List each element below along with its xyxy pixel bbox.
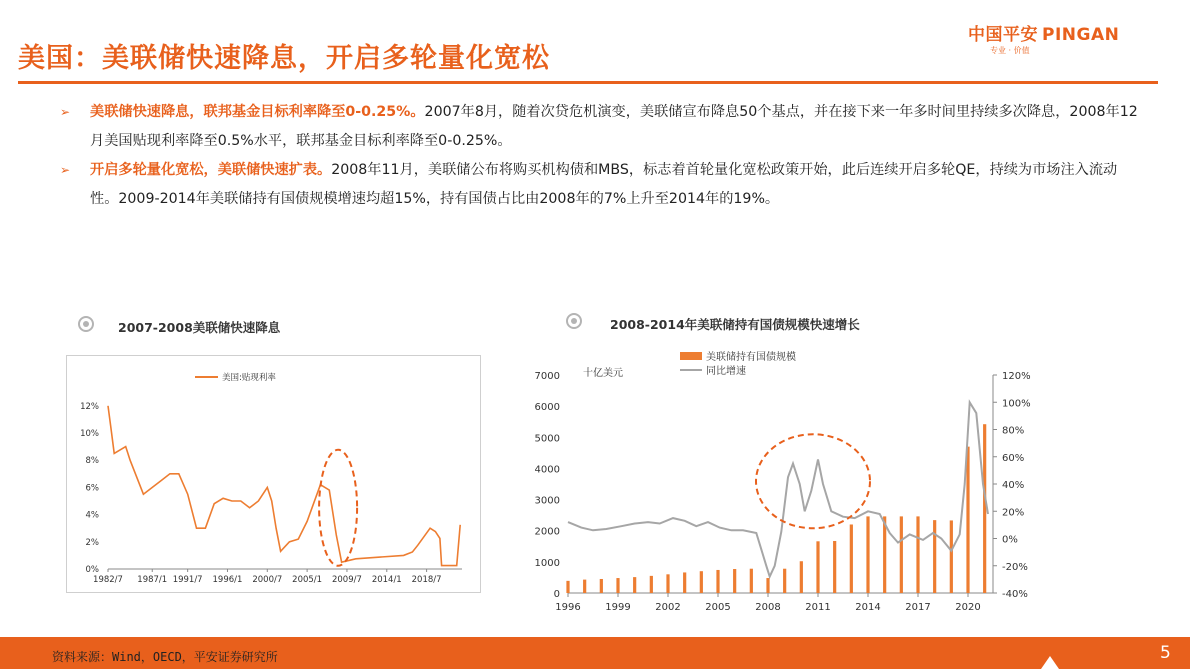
page-title: 美国：美联储快速降息，开启多轮量化宽松 (18, 43, 550, 74)
right-y-tick-label: 120% (1002, 371, 1031, 382)
right-y-tick-label: 100% (1002, 398, 1031, 410)
right-y-tick-label: 0% (1002, 534, 1018, 546)
chart-right-title: 2008-2014年美联储持有国债规模快速增长 (610, 317, 860, 332)
x-tick-label: 1987/1 (137, 575, 168, 585)
holdings-bar (950, 520, 953, 593)
y-tick-label: 12% (80, 401, 99, 412)
source-note: 资料来源：Wind，OECD，平安证券研究所 (52, 650, 278, 664)
holdings-bar (783, 569, 786, 593)
holdings-bar (700, 571, 703, 593)
left-y-tick-label: 7000 (534, 371, 560, 382)
holdings-bar (766, 578, 769, 593)
holdings-bar (850, 524, 853, 593)
right-y-tick-label: -20% (1002, 561, 1028, 573)
holdings-bar (933, 520, 936, 593)
holdings-bar (583, 580, 586, 593)
page-number: 5 (1160, 643, 1171, 663)
holdings-bar (833, 541, 836, 593)
y-tick-label: 6% (85, 483, 99, 494)
x-tick-label: 1996/1 (212, 575, 243, 585)
left-y-tick-label: 0 (553, 589, 560, 600)
holdings-bar (800, 561, 803, 593)
holdings-bar (733, 569, 736, 593)
left-y-tick-label: 6000 (534, 402, 560, 414)
bullet-text: 2007年8月，随着次贷危机演变，美联储宣布降息50个基点，并在接下来一年多时间里持续多次降息，2008年12月美国贴现利率降至0.5%水平，联邦基金目标利率降至0-0.25%。 (90, 104, 1138, 149)
y-axis-unit-label: 十亿美元 (583, 368, 623, 379)
chart-left-title: 2007-2008美联储快速降息 (118, 320, 281, 335)
legend-label: 美国:贴现利率 (222, 373, 276, 383)
x-tick-label: 2018/7 (411, 575, 442, 585)
x-tick-label: 2011 (805, 602, 831, 613)
left-y-tick-label: 2000 (534, 526, 560, 538)
x-tick-label: 1982/7 (93, 575, 123, 585)
left-y-tick-label: 1000 (534, 557, 560, 569)
holdings-bar (650, 576, 653, 593)
holdings-bar (566, 581, 569, 593)
y-tick-label: 0% (85, 565, 99, 575)
legend-line-label: 同比增速 (706, 366, 746, 377)
x-tick-label: 2002 (655, 602, 681, 613)
holdings-bar (966, 447, 969, 593)
holdings-bar (716, 570, 719, 593)
holdings-bar (816, 541, 819, 593)
holdings-bar (683, 572, 686, 593)
legend-bar-marker (680, 352, 702, 360)
holdings-bar (883, 516, 886, 593)
arrow-bullet-icon: ➢ (60, 105, 71, 119)
bullet-text: 2008年11月，美联储公布将购买机构债和MBS，标志着首轮量化宽松政策开始，此后连续开启多轮QE，持续为市场注入流动性。2009-2014年美联储持有国债规模增速均超15%，持有国债占比由2008年的7%上升至2014年的19%。 (90, 162, 1118, 207)
right-y-tick-label: 80% (1002, 425, 1025, 437)
holdings-bar (600, 579, 603, 593)
x-tick-label: 2000/7 (252, 575, 283, 585)
tree-icon (1041, 656, 1059, 669)
arrow-bullet-icon: ➢ (60, 163, 71, 177)
x-tick-label: 2014 (855, 602, 881, 613)
x-tick-label: 2017 (905, 602, 931, 613)
x-tick-label: 2009/7 (331, 575, 362, 585)
growth-rate-series-line (568, 402, 988, 576)
holdings-bar (916, 516, 919, 593)
right-y-tick-label: 60% (1002, 452, 1025, 464)
left-y-tick-label: 4000 (534, 464, 560, 476)
x-tick-label: 2005/1 (292, 575, 323, 585)
right-y-tick-label: 20% (1002, 507, 1025, 519)
holdings-bar (616, 578, 619, 593)
right-y-tick-label: 40% (1002, 480, 1025, 491)
legend-bar-label: 美联储持有国债规模 (706, 352, 796, 363)
left-y-tick-label: 3000 (534, 495, 560, 507)
holdings-bar (750, 569, 753, 593)
x-tick-label: 2005 (705, 602, 731, 613)
x-tick-label: 1996 (555, 602, 581, 613)
y-tick-label: 10% (80, 429, 99, 439)
holdings-bar (900, 516, 903, 593)
x-tick-label: 2020 (955, 602, 981, 613)
right-y-tick-label: -40% (1002, 589, 1028, 600)
logo-en-text: PINGAN (1042, 25, 1120, 45)
holdings-bar (983, 424, 986, 593)
holdings-bar (633, 577, 636, 593)
x-tick-label: 2014/1 (371, 575, 402, 585)
bullet-highlight: 美联储快速降息，联邦基金目标利率降至0-0.25%。 (90, 104, 425, 120)
holdings-bar (666, 574, 669, 593)
x-tick-label: 2008 (755, 602, 781, 613)
logo-tagline: 专业 · 价值 (990, 46, 1030, 55)
y-tick-label: 2% (85, 537, 99, 548)
logo-cn-text: 中国平安 (968, 25, 1038, 45)
x-tick-label: 1999 (605, 602, 631, 613)
y-tick-label: 8% (85, 456, 99, 467)
x-tick-label: 1991/7 (172, 575, 203, 585)
left-y-tick-label: 5000 (534, 433, 560, 445)
holdings-bar (866, 516, 869, 593)
y-tick-label: 4% (85, 510, 99, 521)
bullet-highlight: 开启多轮量化宽松，美联储快速扩表。 (90, 162, 332, 178)
